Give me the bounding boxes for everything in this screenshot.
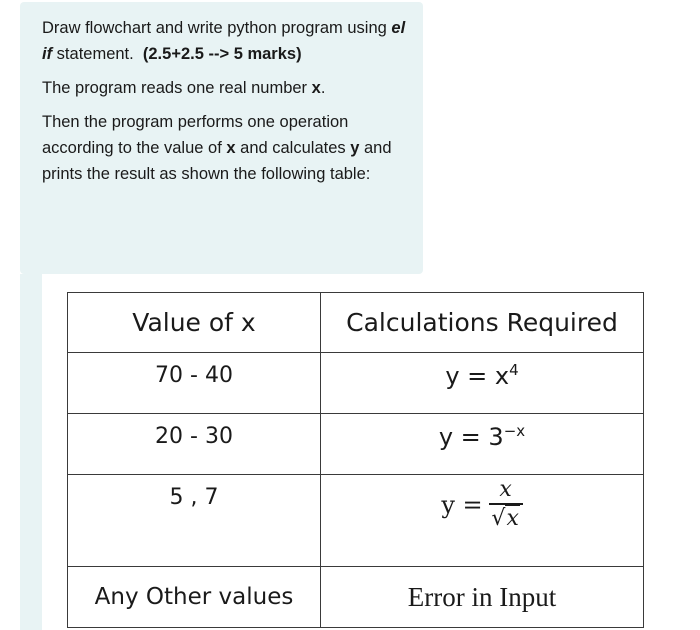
question-card-margin — [20, 274, 42, 630]
sqrt-radicand: x — [506, 505, 519, 531]
var-x: x — [311, 79, 321, 97]
table-row — [68, 353, 644, 414]
range-text: 20 - 30 — [155, 424, 233, 449]
sqrt-symbol: √ — [491, 505, 506, 531]
formula — [321, 414, 643, 452]
formula-cell — [321, 475, 644, 567]
formula-base: y = 3 — [438, 423, 504, 451]
instruction-paragraph — [42, 15, 412, 67]
operation-text-c: and prints the result as shown the following table: — [42, 139, 392, 183]
error-text: Error in Input — [407, 581, 557, 612]
var-x-2: x — [226, 139, 236, 157]
input-paragraph — [42, 75, 412, 101]
instruction-suffix: statement. — [52, 45, 134, 63]
formula-cell — [321, 567, 644, 628]
table — [67, 292, 644, 628]
fraction — [489, 477, 523, 533]
operation-text-b: and calculates — [235, 139, 351, 157]
formula-base: y = x — [445, 362, 510, 390]
range-cell — [68, 475, 321, 567]
formula-exponent: −x — [503, 422, 526, 440]
table-row — [68, 414, 644, 475]
formula-cell — [321, 414, 644, 475]
input-text: The program reads one real number — [42, 79, 312, 97]
header-calculations-required: Calculations Required — [321, 293, 644, 353]
table-row — [68, 567, 644, 628]
operation-paragraph — [42, 109, 412, 187]
question-text — [42, 15, 412, 195]
keyword-elif: el if — [42, 19, 406, 63]
marks-label: (2.5+2.5 --> 5 marks) — [142, 45, 302, 63]
calculation-table — [67, 292, 643, 628]
fraction-denominator — [491, 505, 519, 533]
formula — [321, 353, 643, 391]
input-suffix: . — [320, 79, 326, 97]
range-text: 70 - 40 — [155, 363, 233, 388]
operation-text-a: Then the program performs one operation according to the value of — [42, 113, 349, 157]
table-row — [68, 475, 644, 567]
formula-exponent: 4 — [509, 361, 519, 379]
formula-lhs: y = — [441, 490, 483, 519]
fraction-numerator: x — [499, 477, 512, 502]
table-header-row — [68, 293, 644, 353]
range-cell — [68, 567, 321, 628]
var-y: y — [350, 139, 360, 157]
formula-cell — [321, 353, 644, 414]
range-text: 5 , 7 — [169, 485, 219, 510]
range-cell — [68, 353, 321, 414]
fraction-formula — [441, 477, 522, 533]
header-value-of-x: Value of x — [68, 293, 321, 353]
range-cell — [68, 414, 321, 475]
instruction-text: Draw flowchart and write python program using — [42, 19, 392, 37]
range-text: Any Other values — [94, 584, 294, 610]
